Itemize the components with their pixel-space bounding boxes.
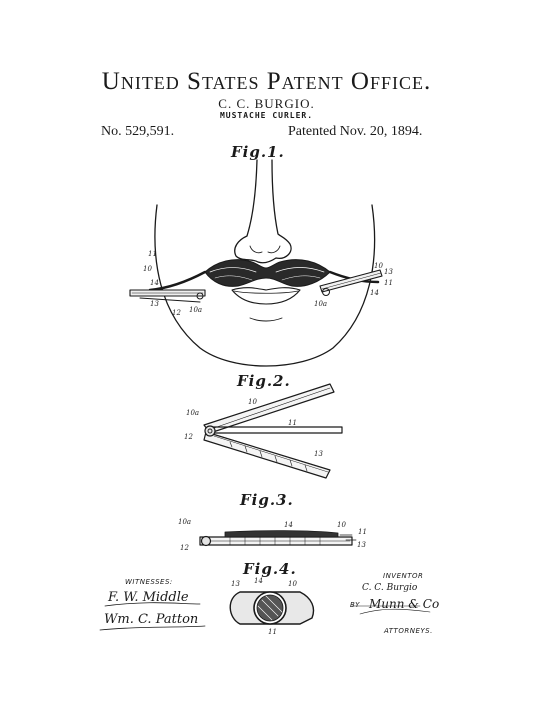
fig1-ref-13-right: 13 [384, 268, 393, 276]
fig1-ref-12-left: 12 [172, 309, 181, 317]
attorneys-label: ATTORNEYS. [384, 627, 433, 635]
fig2-label: Fig.2. [237, 372, 291, 390]
fig2-ref-12: 12 [184, 433, 193, 441]
fig3-curler-drawing [200, 531, 356, 546]
patent-number: No. 529,591. [101, 124, 175, 139]
fig3-ref-12: 12 [180, 544, 189, 552]
fig2-ref-13: 13 [314, 450, 323, 458]
fig3-ref-13: 13 [357, 541, 366, 549]
fig1-label: Fig.1. [231, 143, 285, 161]
fig1-ref-10a-left: 10a [189, 306, 203, 314]
fig4-cross-section-drawing [230, 592, 313, 624]
fig2-ref-11: 11 [288, 419, 297, 427]
fig2-ref-10a: 10a [186, 409, 200, 417]
patent-date: Patented Nov. 20, 1894. [288, 124, 423, 139]
fig4-label: Fig.4. [243, 560, 297, 578]
fig1-ref-11-right: 11 [384, 279, 393, 287]
witnesses-label: WITNESSES: [125, 578, 173, 586]
fig3-label: Fig.3. [240, 491, 294, 509]
fig2-ref-10: 10 [248, 398, 257, 406]
attorney-signature: Munn & Co [369, 597, 440, 611]
invention-title: MUSTACHE CURLER. [219, 111, 314, 120]
witness-signature-1: F. W. Middle [108, 590, 189, 605]
fig3-ref-11: 11 [358, 528, 367, 536]
fig1-ref-11-left: 11 [148, 250, 157, 258]
witness-signature-2: Wm. C. Patton [104, 612, 199, 627]
fig1-face-drawing [130, 160, 382, 366]
fig1-ref-10a-right: 10a [314, 300, 328, 308]
fig3-ref-10: 10 [337, 521, 346, 529]
inventor-name: C. C. BURGIO. [218, 96, 315, 111]
fig3-ref-14: 14 [284, 521, 293, 529]
fig1-ref-13-left: 13 [150, 300, 159, 308]
fig1-ref-10-right: 10 [374, 262, 383, 270]
by-label: BY [350, 601, 360, 609]
fig4-ref-10: 10 [288, 580, 297, 588]
fig1-ref-10-left: 10 [143, 265, 152, 273]
fig4-ref-13: 13 [231, 580, 240, 588]
inventor-label: INVENTOR [383, 572, 424, 580]
office-title: United States Patent Office. [101, 68, 432, 95]
fig2-curler-drawing [204, 384, 342, 478]
fig4-ref-14: 14 [254, 577, 263, 585]
fig1-ref-14-right: 14 [370, 289, 379, 297]
fig3-ref-10a: 10a [178, 518, 192, 526]
fig1-ref-14-left: 14 [150, 279, 159, 287]
inventor-signature: C. C. Burgio [362, 583, 418, 593]
fig4-ref-11: 11 [268, 628, 277, 636]
